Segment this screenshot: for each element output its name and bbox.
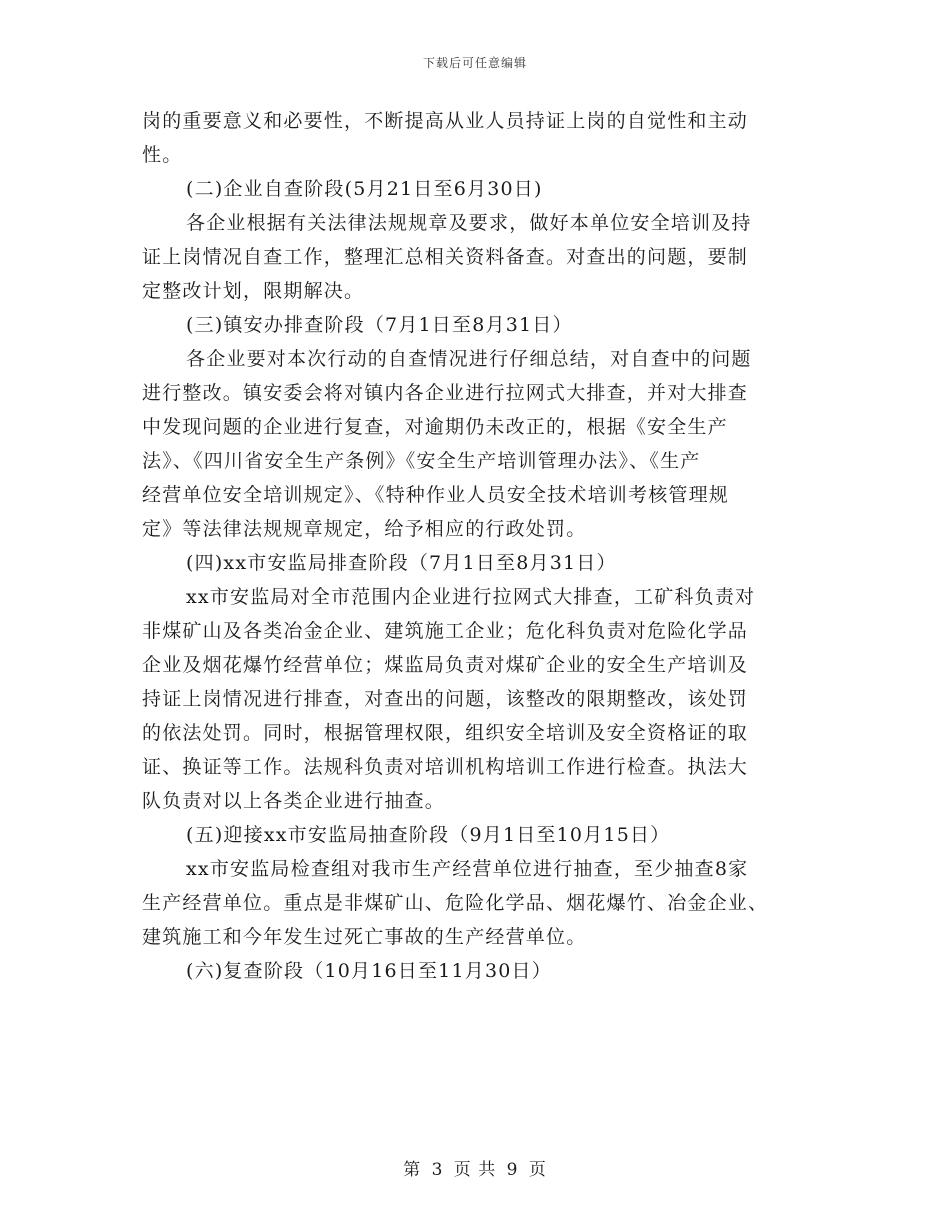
text-line: 各企业要对本次行动的自查情况进行仔细总结，对自查中的问题 bbox=[186, 348, 752, 370]
text-line: 队负责对以上各类企业进行抽查。 bbox=[142, 790, 446, 812]
text-line: 非煤矿山及各类冶金企业、建筑施工企业；危化科负责对危险化学品 bbox=[142, 620, 749, 642]
text-line: 中发现问题的企业进行复查，对逾期仍未改正的，根据《安全生产 bbox=[142, 416, 728, 438]
text-line: (六)复查阶段（10月16日至11月30日） bbox=[186, 960, 552, 982]
text-line: 生产经营单位。重点是非煤矿山、危险化学品、烟花爆竹、冶金企业、 bbox=[142, 892, 769, 914]
text-line: 进行整改。镇安委会将对镇内各企业进行拉网式大排查，并对大排查 bbox=[142, 382, 749, 404]
text-line: xx市安监局对全市范围内企业进行拉网式大排查，工矿科负责对 bbox=[186, 586, 756, 608]
footer-total-pages: 9 bbox=[506, 1160, 519, 1180]
footer-page-number: 3 bbox=[431, 1160, 444, 1180]
text-line: 持证上岗情况进行排查，对查出的问题，该整改的限期整改，该处罚 bbox=[142, 688, 749, 710]
text-line: (三)镇安办排查阶段（7月1日至8月31日） bbox=[186, 314, 573, 336]
text-line: 企业及烟花爆竹经营单位；煤监局负责对煤矿企业的安全生产培训及 bbox=[142, 654, 749, 676]
text-line: 证、换证等工作。法规科负责对培训机构培训工作进行检查。执法大 bbox=[142, 756, 749, 778]
text-line: (五)迎接xx市安监局抽查阶段（9月1日至10月15日） bbox=[186, 824, 671, 846]
page-header-note: 下载后可任意编辑 bbox=[422, 56, 527, 70]
footer-mid: 页 共 bbox=[453, 1160, 497, 1180]
text-line: 的依法处罚。同时，根据管理权限，组织安全培训及安全资格证的取 bbox=[142, 722, 749, 744]
text-line: (二)企业自查阶段(5月21日至6月30日) bbox=[186, 178, 543, 200]
text-line: 法》、《四川省安全生产条例》《安全生产培训管理办法》、《生产 bbox=[142, 450, 701, 472]
text-line: xx市安监局检查组对我市生产经营单位进行抽查，至少抽查8家 bbox=[186, 858, 749, 880]
paragraph bbox=[142, 104, 808, 172]
footer-suffix: 页 bbox=[528, 1160, 547, 1180]
paragraph bbox=[142, 308, 808, 342]
text-line: (四)xx市安监局排查阶段（7月1日至8月31日） bbox=[186, 552, 617, 574]
document-body bbox=[142, 104, 808, 988]
paragraph bbox=[142, 852, 808, 954]
paragraph bbox=[142, 546, 808, 580]
text-line: 证上岗情况自查工作，整理汇总相关资料备查。对查出的问题，要制 bbox=[142, 246, 749, 268]
paragraph bbox=[142, 172, 808, 206]
text-line: 经营单位安全培训规定》、《特种作业人员安全技术培训考核管理规 bbox=[142, 484, 730, 506]
text-line: 定》等法律法规规章规定，给予相应的行政处罚。 bbox=[142, 518, 587, 540]
paragraph bbox=[142, 206, 808, 308]
footer-prefix: 第 bbox=[403, 1160, 422, 1180]
paragraph bbox=[142, 580, 808, 818]
page-footer bbox=[0, 1155, 950, 1180]
paragraph bbox=[142, 954, 808, 988]
paragraph bbox=[142, 342, 808, 546]
text-line: 岗的重要意义和必要性，不断提高从业人员持证上岗的自觉性和主动 bbox=[142, 110, 749, 132]
text-line: 性。 bbox=[142, 144, 183, 166]
text-line: 各企业根据有关法律法规规章及要求，做好本单位安全培训及持 bbox=[186, 212, 752, 234]
text-line: 定整改计划，限期解决。 bbox=[142, 280, 365, 302]
paragraph bbox=[142, 818, 808, 852]
text-line: 建筑施工和今年发生过死亡事故的生产经营单位。 bbox=[142, 926, 587, 948]
